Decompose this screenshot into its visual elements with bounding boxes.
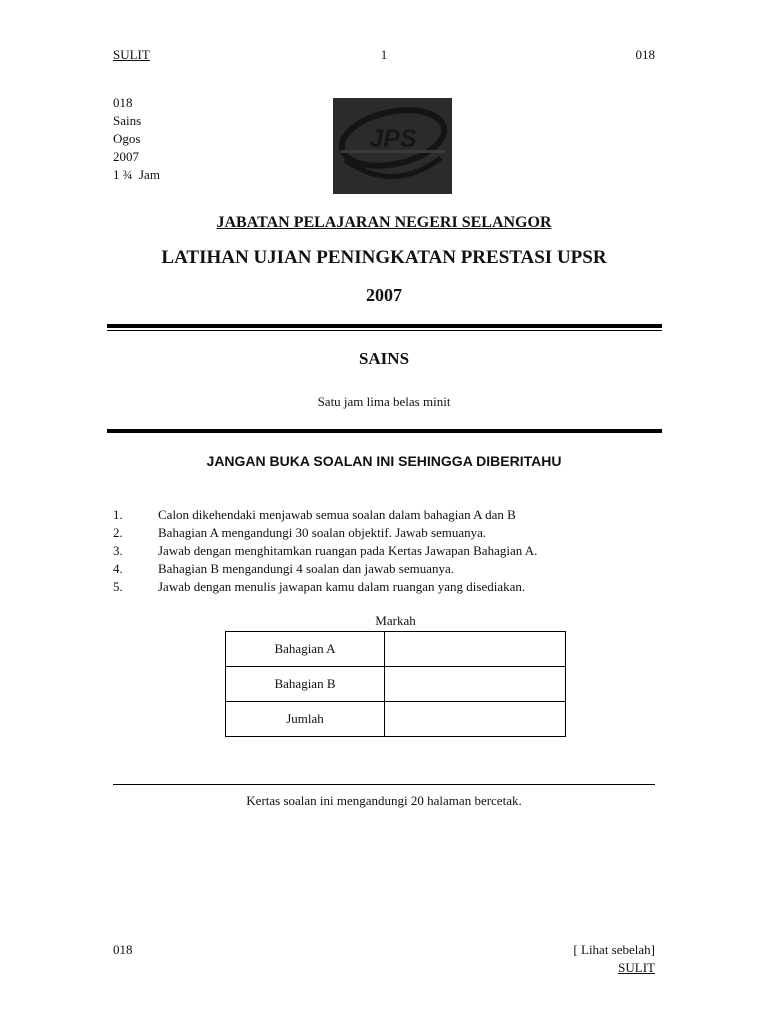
meta-subject: Sains: [113, 113, 142, 128]
row-label: Bahagian B: [226, 667, 385, 702]
exam-title: LATIHAN UJIAN PENINGKATAN PRESTASI UPSR: [161, 247, 607, 268]
item-text: Jawab dengan menghitamkan ruangan pada Kertas Jawapan Bahagian A.: [158, 543, 538, 558]
department-title: JABATAN PELAJARAN NEGERI SELANGOR: [216, 214, 552, 231]
footer-classification: SULIT: [618, 960, 655, 975]
duration-text: Satu jam lima belas minit: [317, 394, 451, 409]
instructions-list: [113, 506, 673, 596]
list-item: [113, 542, 673, 560]
turn-over-note: [ Lihat sebelah]: [573, 942, 655, 957]
item-number: 2.: [113, 525, 123, 540]
score-cell: [385, 667, 566, 702]
score-cell: [385, 702, 566, 737]
jps-logo: [333, 98, 452, 194]
meta-code: 018: [113, 95, 133, 110]
meta-duration: 1 ¾ Jam: [113, 167, 160, 182]
item-number: 3.: [113, 543, 123, 558]
table-row: [226, 667, 566, 702]
divider-thin: [107, 330, 662, 331]
footer-code: 018: [113, 942, 133, 957]
row-label: Jumlah: [226, 702, 385, 737]
marks-caption: Markah: [375, 613, 416, 628]
table-row: [226, 702, 566, 737]
footnote-rule: [113, 784, 655, 785]
logo-text: JPS: [369, 125, 417, 153]
marks-table: [225, 631, 566, 737]
table-row: [226, 632, 566, 667]
list-item: [113, 560, 673, 578]
list-item: [113, 506, 673, 524]
score-cell: [385, 632, 566, 667]
jps-logo-graphic: [333, 98, 452, 194]
exam-meta: [113, 94, 160, 184]
item-text: Calon dikehendaki menjawab semua soalan dalam bahagian A dan B: [158, 507, 516, 522]
divider-bold: [107, 429, 662, 433]
header-classification: SULIT: [113, 47, 150, 62]
row-label: Bahagian A: [226, 632, 385, 667]
subject-title: SAINS: [358, 349, 410, 368]
item-text: Bahagian A mengandungi 30 soalan objektif. Jawab semuanya.: [158, 525, 487, 540]
item-number: 1.: [113, 507, 123, 522]
item-text: Jawab dengan menulis jawapan kamu dalam ruangan yang disediakan.: [158, 579, 526, 594]
meta-month: Ogos: [113, 131, 141, 146]
list-item: [113, 578, 673, 596]
header-code: 018: [635, 47, 655, 62]
list-item: [113, 524, 673, 542]
warning-notice: JANGAN BUKA SOALAN INI SEHINGGA DIBERITAHU: [206, 453, 562, 469]
item-number: 5.: [113, 579, 123, 594]
page-count-note: Kertas soalan ini mengandungi 20 halaman bercetak.: [246, 793, 522, 808]
meta-year: 2007: [113, 149, 139, 164]
divider-thick: [107, 324, 662, 328]
item-text: Bahagian B mengandungi 4 soalan dan jawab semuanya.: [158, 561, 455, 576]
page-number: 1: [380, 47, 388, 62]
item-number: 4.: [113, 561, 123, 576]
exam-year: 2007: [366, 285, 402, 305]
